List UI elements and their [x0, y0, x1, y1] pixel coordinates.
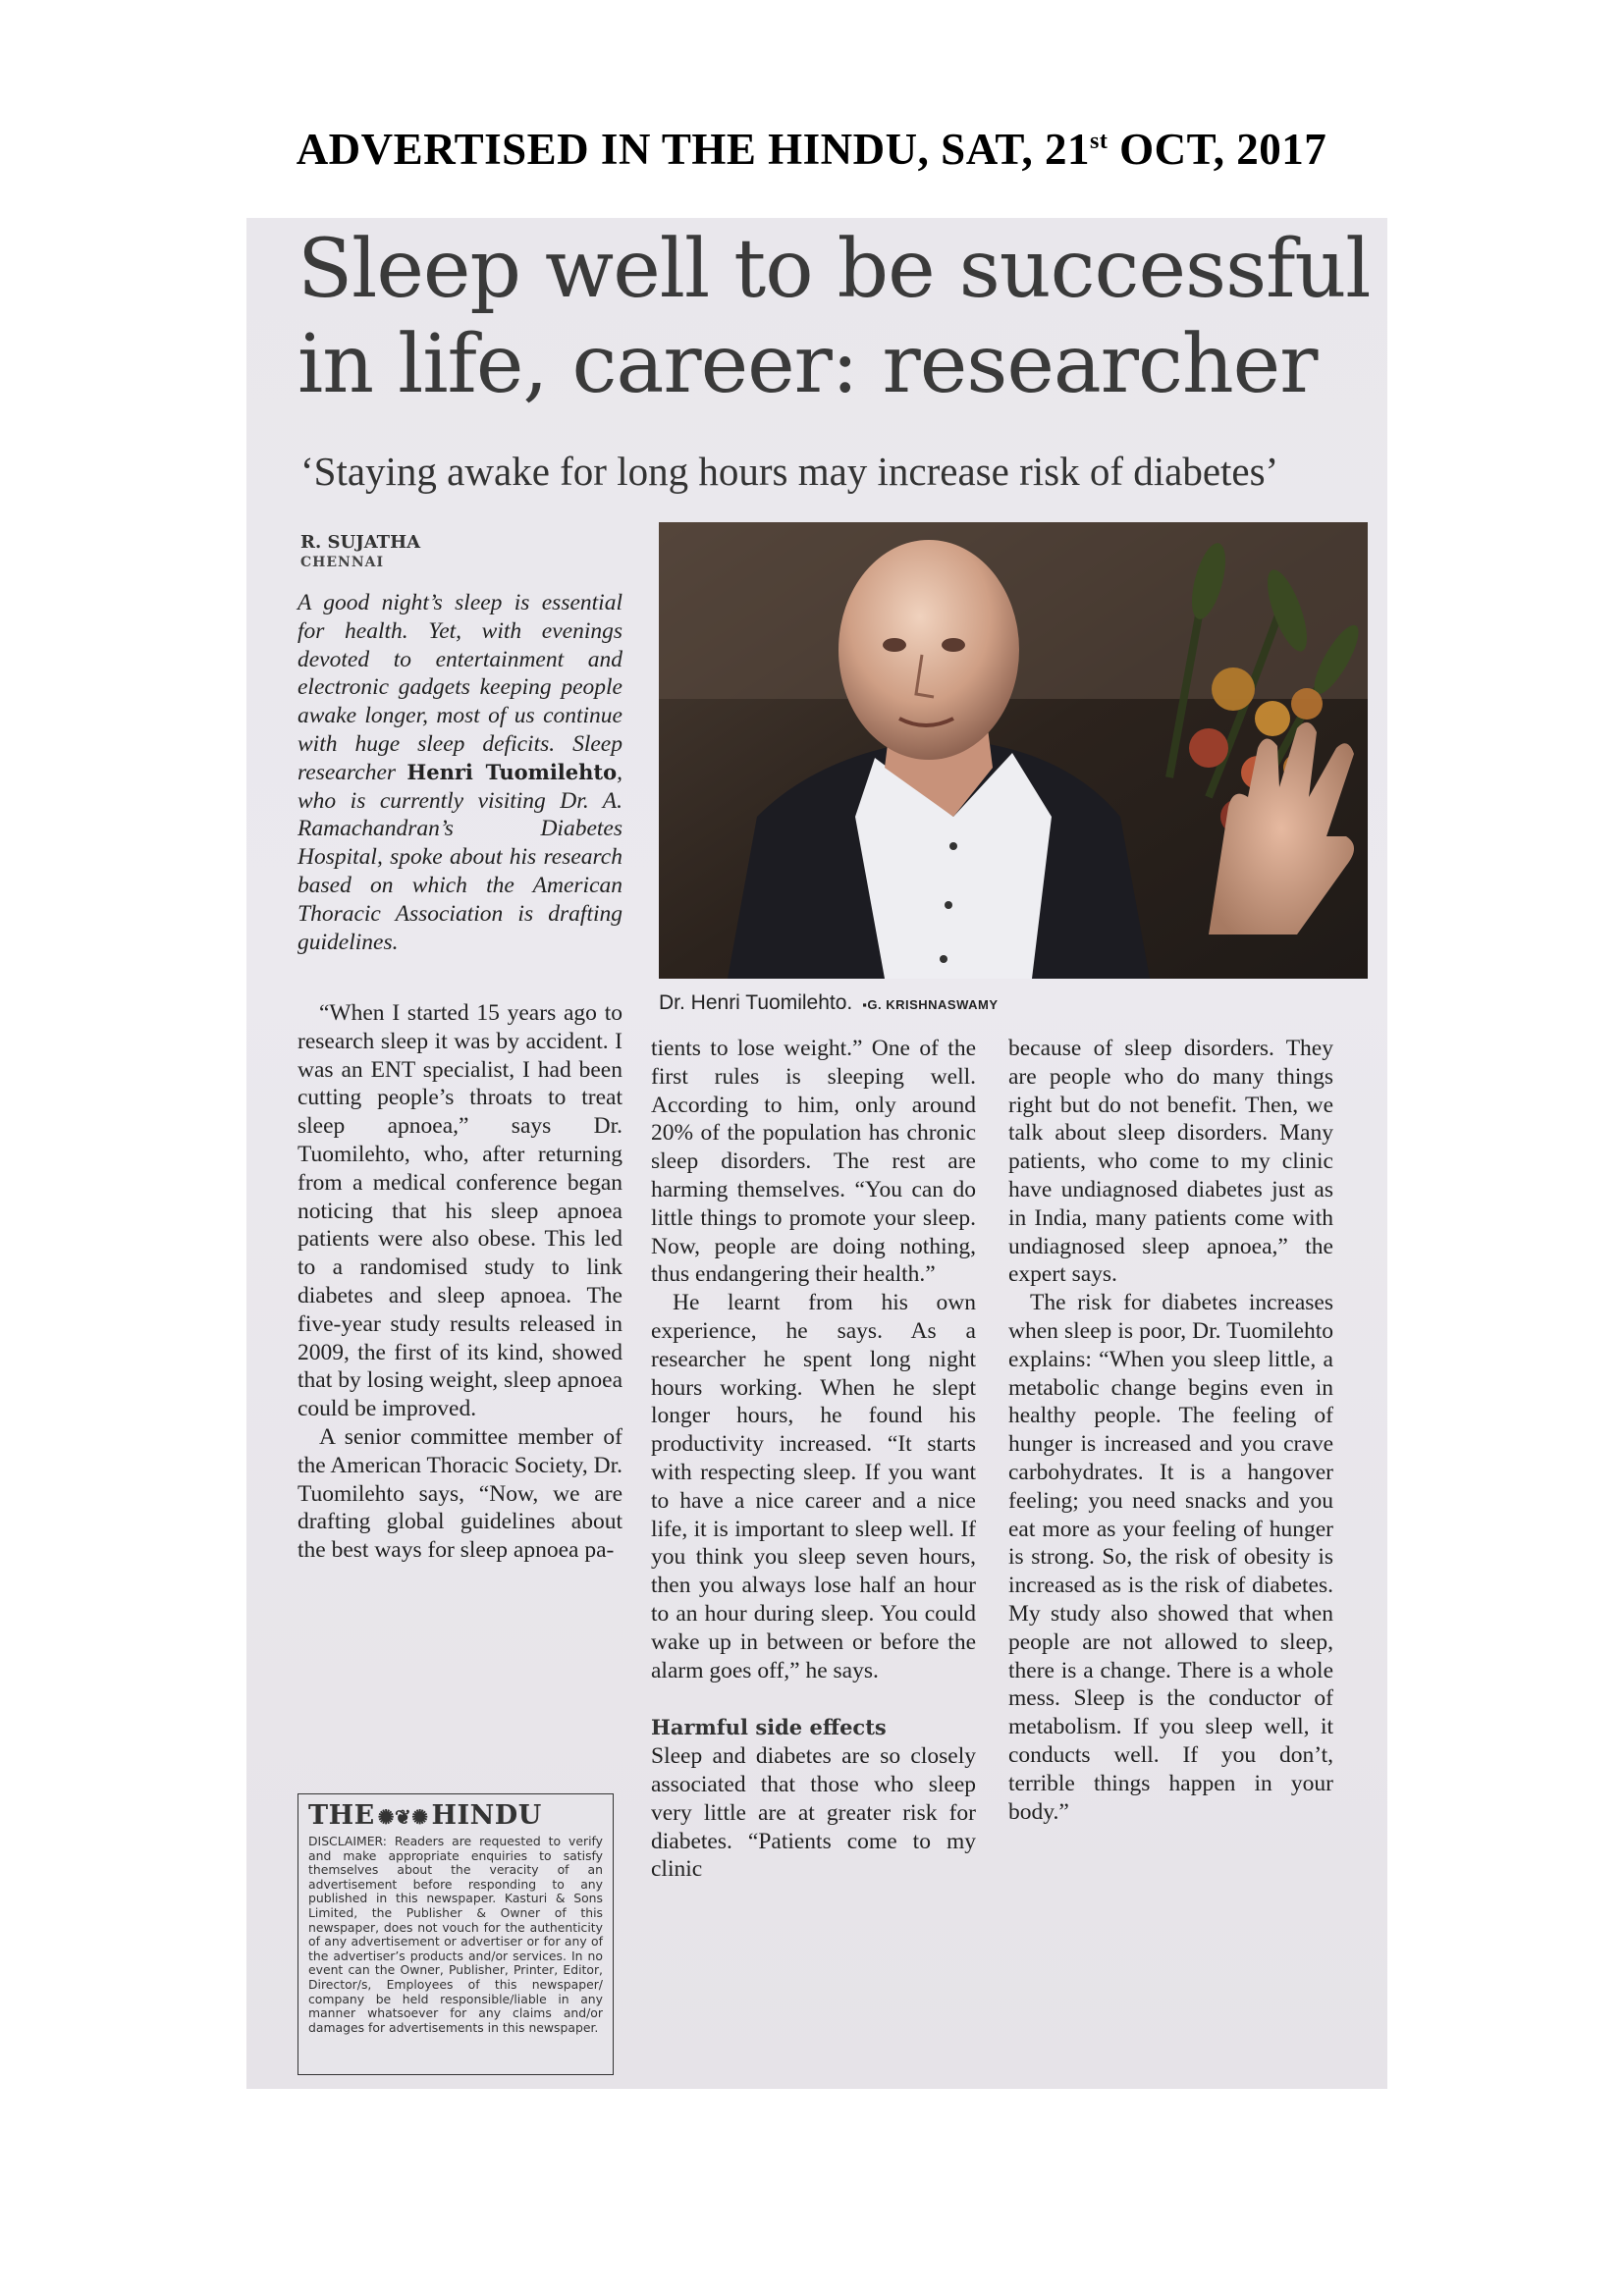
the-hindu-logo [308, 1800, 613, 1831]
caption-text: Dr. Henri Tuomilehto. [659, 991, 853, 1014]
column-1-paragraph-1: “When I started 15 years ago to research sleep it was by accident. I was an ENT specialist, I had been cutting people’s throats to treat sleep apnoea,” says Dr. Tuomilehto, who, after returning from a medical conference began noticing that his sleep apnoea patients were also obese. This led to a randomised study to link diabetes and sleep apnoea. The five-year study results released in 2009, the first of its kind, showed that by losing weight, sleep apnoea could be improved. [298, 1000, 622, 1422]
emblem-icon: ✺❦✺ [377, 1805, 429, 1829]
article-column-2 [651, 1035, 976, 1884]
lede-text-1: A good night’s sleep is essential for health. Yet, with evenings devoted to entertainment and electronic gadgets keeping people awake longer, most of us continue with huge sleep deficits. Sleep researcher [298, 590, 622, 785]
photo-illustration [659, 522, 1368, 979]
subheadline: ‘Staying awake for long hours may increase risk of diabetes’ [300, 449, 1279, 494]
article-column-1 [298, 999, 622, 1565]
headline-line-1: Sleep well to be successful [298, 223, 1371, 316]
section-subheading: Harmful side effects [651, 1715, 887, 1740]
disclaimer-box [298, 1793, 614, 2075]
logo-text-right: HINDU [431, 1800, 542, 1831]
column-3-paragraph-2: The risk for diabetes increases when sleep is poor, Dr. Tuomilehto explains: “When you sleep little, a metabolic change begins even in healthy people. The feeling of hunger is increased and you crave carbohydrates. It is a hangover feeling; you need snacks and you eat more as your feeling of hunger is strong. So, the risk of obesity is increased as is the risk of diabetes. My study also showed that when people are not allowed to sleep, there is a change. There is a whole mess. Sleep is the conductor of metabolism. If you sleep well, it conducts well. If you don’t, terrible things happen in your body.” [1008, 1290, 1333, 1825]
logo-text-left: THE [308, 1800, 375, 1831]
disclaimer-text: DISCLAIMER: Readers are requested to verify and make appropriate enquiries to satisfy themselves about the veracity of an advertisement before responding to any published in this newspaper. Kasturi & Sons Limited, the Publisher & Owner of this newspaper, does not vouch for the authenticity of any advertisement or advertiser or for any of the advertiser’s products and/or services. In no event can the Owner, Publisher, Printer, Editor, Director/s, Employees of this newspaper/ company be held responsible/liable in any manner whatsoever for any claims and/or damages for advertisements in this newspaper. [308, 1834, 603, 2035]
headline [298, 222, 1378, 412]
photo-caption [659, 991, 999, 1015]
header-suffix: OCT, 2017 [1108, 125, 1327, 174]
page-header [0, 124, 1623, 175]
newspaper-clipping [246, 218, 1387, 2089]
byline: R. SUJATHA [300, 532, 421, 553]
header-prefix: ADVERTISED IN THE HINDU, SAT, 21 [296, 125, 1091, 174]
lede-text-2: , who is currently visiting Dr. A. Ramachandran’s Diabetes Hospital, spoke about his research based on which the American Thoracic Association is drafting guidelines. [298, 759, 622, 955]
column-2-paragraph-3: Sleep and diabetes are so closely associated that those who sleep very little are at greater risk for diabetes. “Patients come to my clinic [651, 1743, 976, 1883]
column-2-paragraph-1: tients to lose weight.” One of the first rules is sleeping well. According to him, only around 20% of the population has chronic sleep disorders. The rest are harming themselves. “You can do little things to promote your sleep. Now, people are doing nothing, thus endangering their health.” [651, 1036, 976, 1288]
researcher-photo [659, 522, 1368, 979]
article-lede [298, 589, 622, 956]
headline-line-2: in life, career: researcher [298, 318, 1318, 411]
column-3-paragraph-1: because of sleep disorders. They are people who do many things right but do not benefit. Then, we talk about sleep disorders. Many patients, who come to my clinic have undiagnosed diabetes just as in India, many patients come with undiagnosed sleep apnoea,” the expert says. [1008, 1036, 1333, 1288]
dateline: CHENNAI [300, 555, 385, 570]
header-superscript: st [1090, 129, 1109, 154]
column-2-paragraph-2: He learnt from his own experience, he says. As a researcher he spent long night hours working. When he slept longer hours, he found his productivity increased. “It starts with respecting sleep. If you want to have a nice career and a nice life, it is important to sleep well. If you think you sleep seven hours, then you always lose half an hour to an hour during sleep. You could wake up in between or before the alarm goes off,” he says. [651, 1290, 976, 1683]
column-1-paragraph-2: A senior committee member of the American Thoracic Society, Dr. Tuomilehto says, “Now, we are drafting global guidelines about the best ways for sleep apnoea pa- [298, 1423, 622, 1564]
lede-name: Henri Tuomilehto [406, 759, 618, 784]
article-column-3 [1008, 1035, 1333, 1826]
photo-credit: ▪G. KRISHNASWAMY [862, 997, 999, 1012]
